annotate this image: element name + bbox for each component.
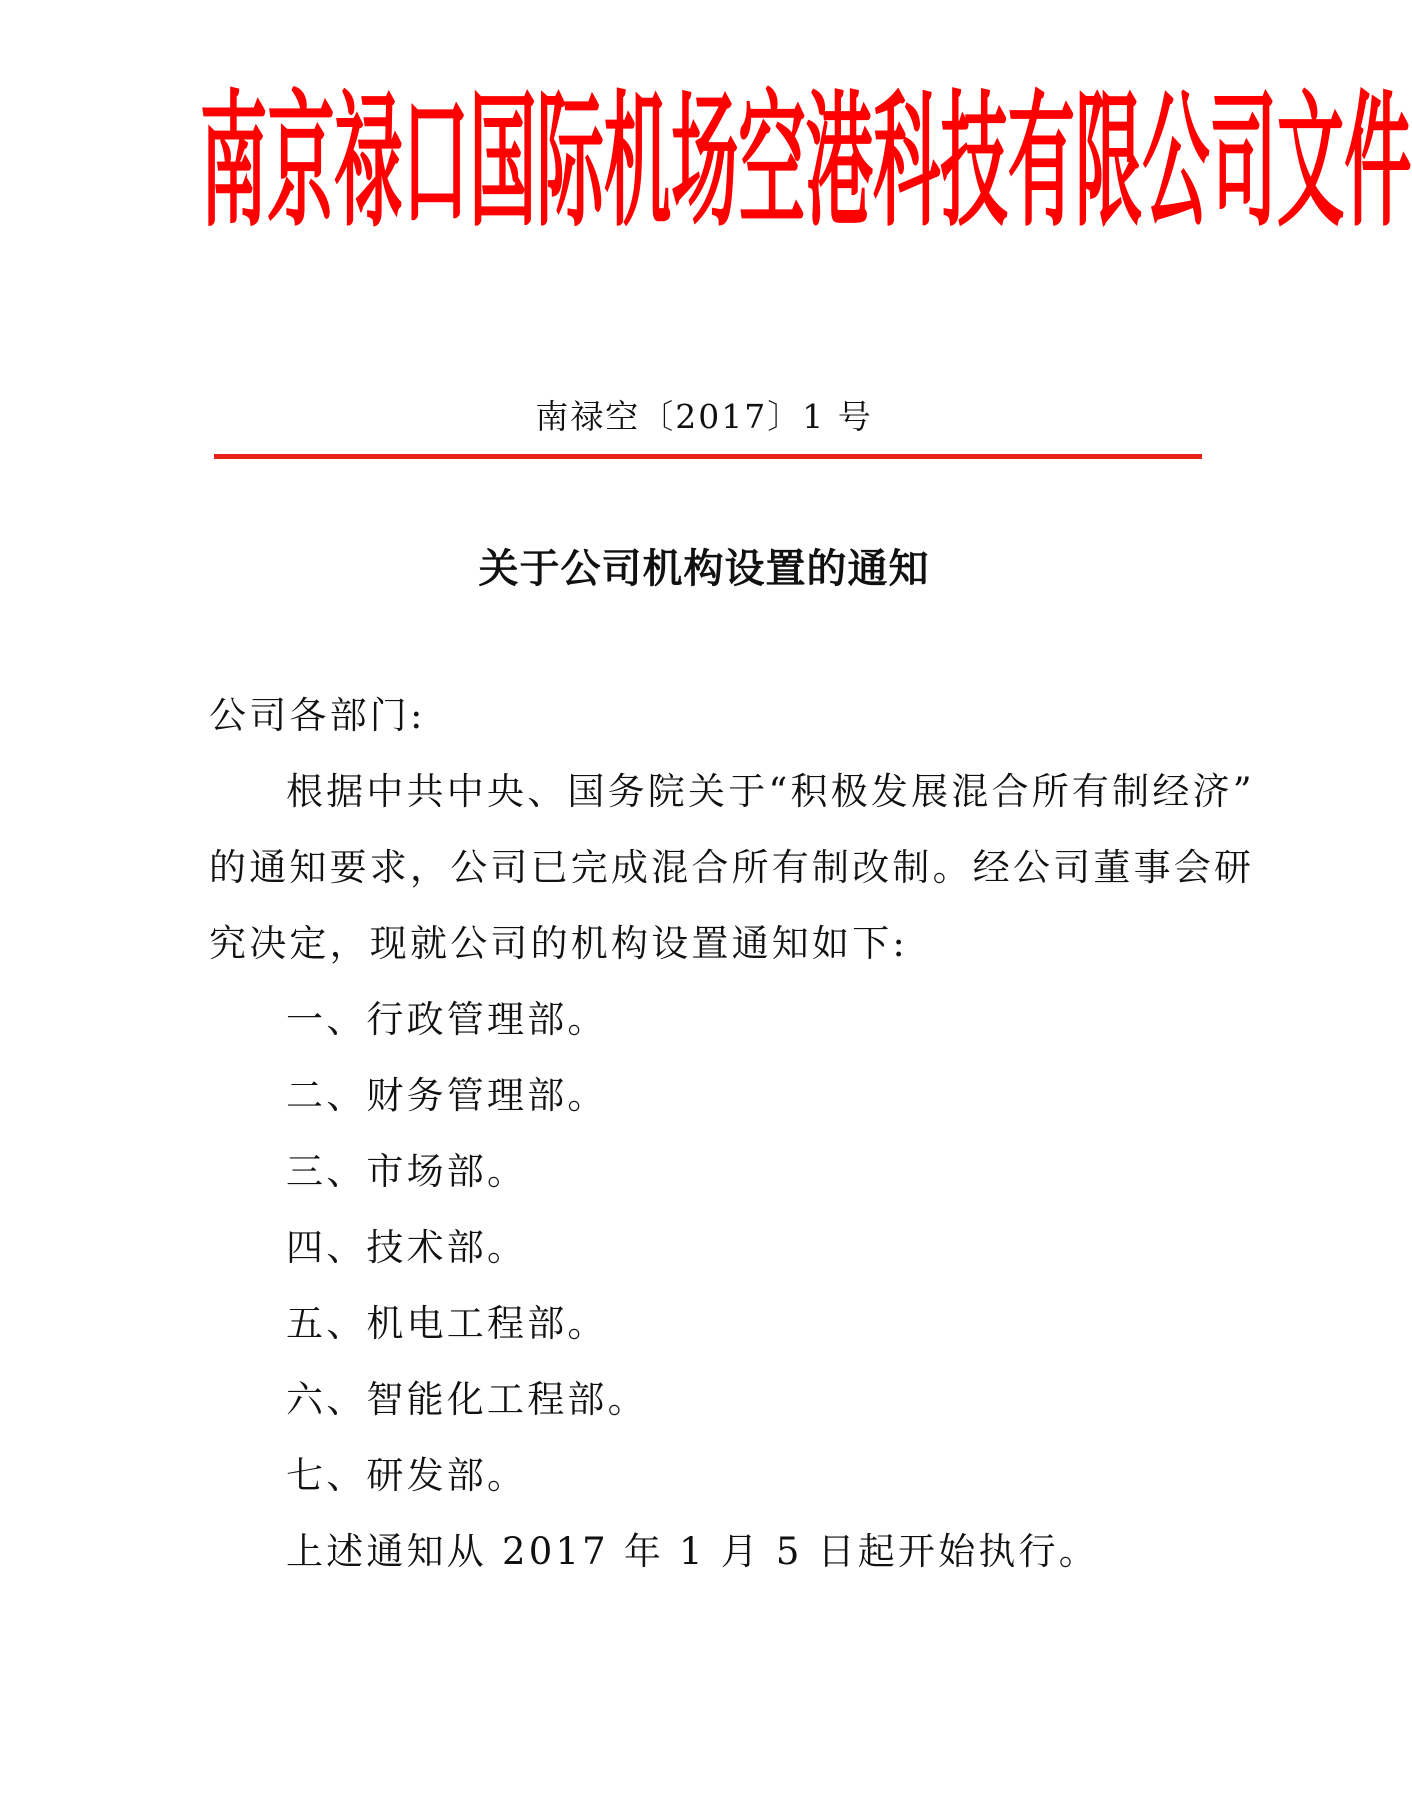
document-number: 南禄空〔2017〕1 号: [535, 397, 873, 436]
masthead: [200, 78, 1412, 252]
list-item: 六、智能化工程部。: [286, 1378, 648, 1421]
document-body: [209, 678, 1255, 1590]
list-item: 四、技术部。: [286, 1226, 528, 1269]
red-divider-line: [214, 454, 1202, 459]
list-item: 五、机电工程部。: [286, 1302, 608, 1345]
document-title: 关于公司机构设置的通知: [478, 546, 930, 592]
closing-statement: 上述通知从 2017 年 1 月 5 日起开始执行。: [286, 1530, 1100, 1573]
list-item: 二、财务管理部。: [286, 1074, 608, 1117]
masthead-text: 南京禄口国际机场空港科技有限公司文件: [200, 78, 1412, 248]
list-item: 七、研发部。: [286, 1454, 528, 1497]
paragraph-line: 的通知要求，公司已完成混合所有制改制。经公司董事会研: [209, 846, 1255, 889]
list-item: 三、市场部。: [286, 1150, 528, 1193]
list-item: 一、行政管理部。: [286, 998, 608, 1041]
paragraph-line: 究决定，现就公司的机构设置通知如下:: [209, 922, 909, 965]
salutation: 公司各部门:: [209, 694, 426, 737]
paragraph-line: 根据中共中央、国务院关于“积极发展混合所有制经济”: [286, 770, 1255, 813]
